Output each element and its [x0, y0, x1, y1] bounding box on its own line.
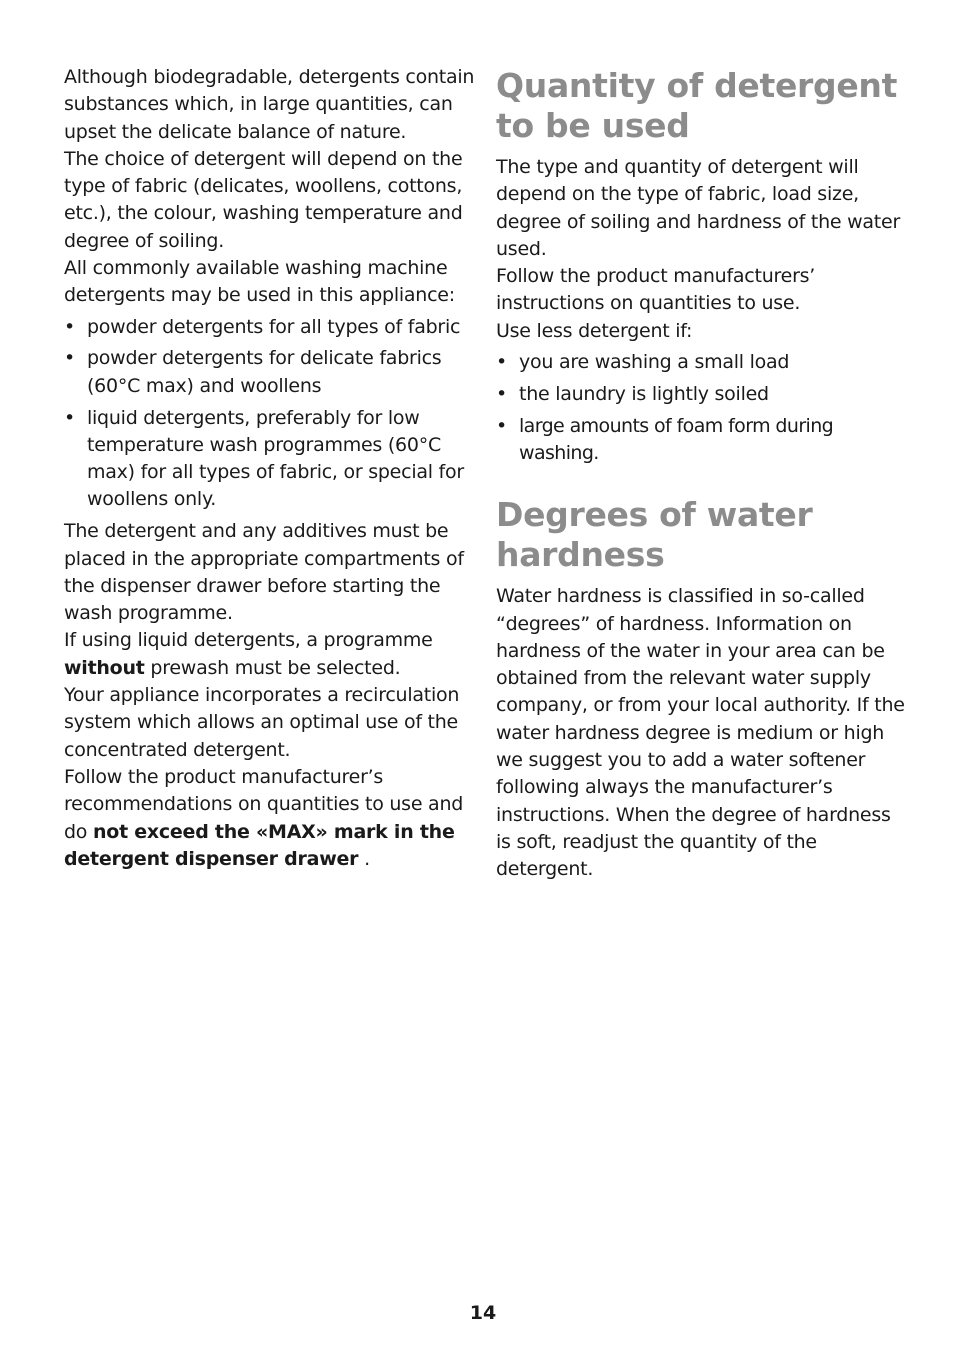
list-item-text: large amounts of foam form during washing.	[519, 414, 834, 464]
without-emphasis: without	[64, 656, 145, 679]
detergent-types-intro: All commonly available washing machine detergents may be used in this appliance:	[64, 257, 455, 307]
quantity-paragraph: The type and quantity of detergent will depend on the type of fabric, load size, degree of soiling and hardness of the water used.	[496, 156, 901, 260]
recirculation-paragraph: Your appliance incorporates a recirculation system which allows an optimal use of the concentrated detergent.	[64, 684, 460, 761]
list-item	[64, 345, 476, 400]
water-hardness-heading: Degrees of water hardness	[496, 495, 813, 575]
use-less-intro: Use less detergent if:	[496, 319, 693, 342]
list-item	[496, 381, 908, 408]
max-mark-text-start: Follow the product manufacturer’s recommendations on quantities to use and do	[64, 765, 464, 843]
bullet-icon: •	[496, 414, 507, 437]
list-item-text: liquid detergents, preferably for low temperature wash programmes (60°C max) for all types of fabric, or special for woollens only.	[87, 406, 464, 511]
bullet-icon: •	[64, 315, 75, 338]
bullet-icon: •	[64, 347, 75, 370]
page-number: 14	[469, 1302, 497, 1324]
quantity-heading: Quantity of detergent to be used	[496, 66, 898, 145]
bullet-icon: •	[496, 351, 507, 374]
list-item	[496, 413, 908, 468]
max-mark-text-end: .	[364, 847, 370, 870]
list-item	[64, 405, 476, 514]
manufacturer-instructions-paragraph: Follow the product manufacturers’ instructions on quantities to use.	[496, 265, 816, 315]
liquid-detergent-text-end: prewash must be selected.	[150, 656, 401, 679]
intro-paragraph: Although biodegradable, detergents contain substances which, in large quantities, can upset the delicate balance of nature.	[64, 66, 475, 143]
max-mark-paragraph	[64, 764, 476, 873]
dispenser-placement-paragraph: The detergent and any additives must be placed in the appropriate compartments of the dispenser drawer before starting the wash programme.	[64, 520, 464, 625]
list-item-text: powder detergents for all types of fabric	[87, 315, 461, 338]
bullet-icon: •	[496, 382, 507, 405]
liquid-detergent-text-start: If using liquid detergents, a programme	[64, 629, 433, 652]
use-less-list	[496, 349, 908, 467]
list-item	[496, 349, 908, 376]
list-item-text: powder detergents for delicate fabrics (60°C max) and woollens	[87, 347, 442, 397]
list-item-text: you are washing a small load	[519, 351, 790, 374]
bullet-icon: •	[64, 406, 75, 429]
left-column	[64, 64, 476, 873]
right-column	[496, 64, 908, 884]
max-mark-warning: not exceed the «MAX» mark in the detergent dispenser drawer	[64, 820, 455, 870]
list-item-text: the laundry is lightly soiled	[519, 382, 769, 405]
detergent-types-list	[64, 314, 476, 514]
detergent-choice-paragraph: The choice of detergent will depend on the type of fabric (delicates, woollens, cottons, etc.), the colour, washing temperature and degree of soiling.	[64, 147, 463, 252]
list-item	[64, 314, 476, 341]
water-hardness-paragraph: Water hardness is classified in so-called “degrees” of hardness. Information on hardness of the water in your area can be obtained from the relevant water supply company, or from your local authority. If the water hardness degree is medium or high we suggest you to add a water softener following always the manufacturer’s instructions. When the degree of hardness is soft, readjust the quantity of the detergent.	[496, 585, 905, 881]
liquid-detergent-paragraph	[64, 627, 476, 682]
